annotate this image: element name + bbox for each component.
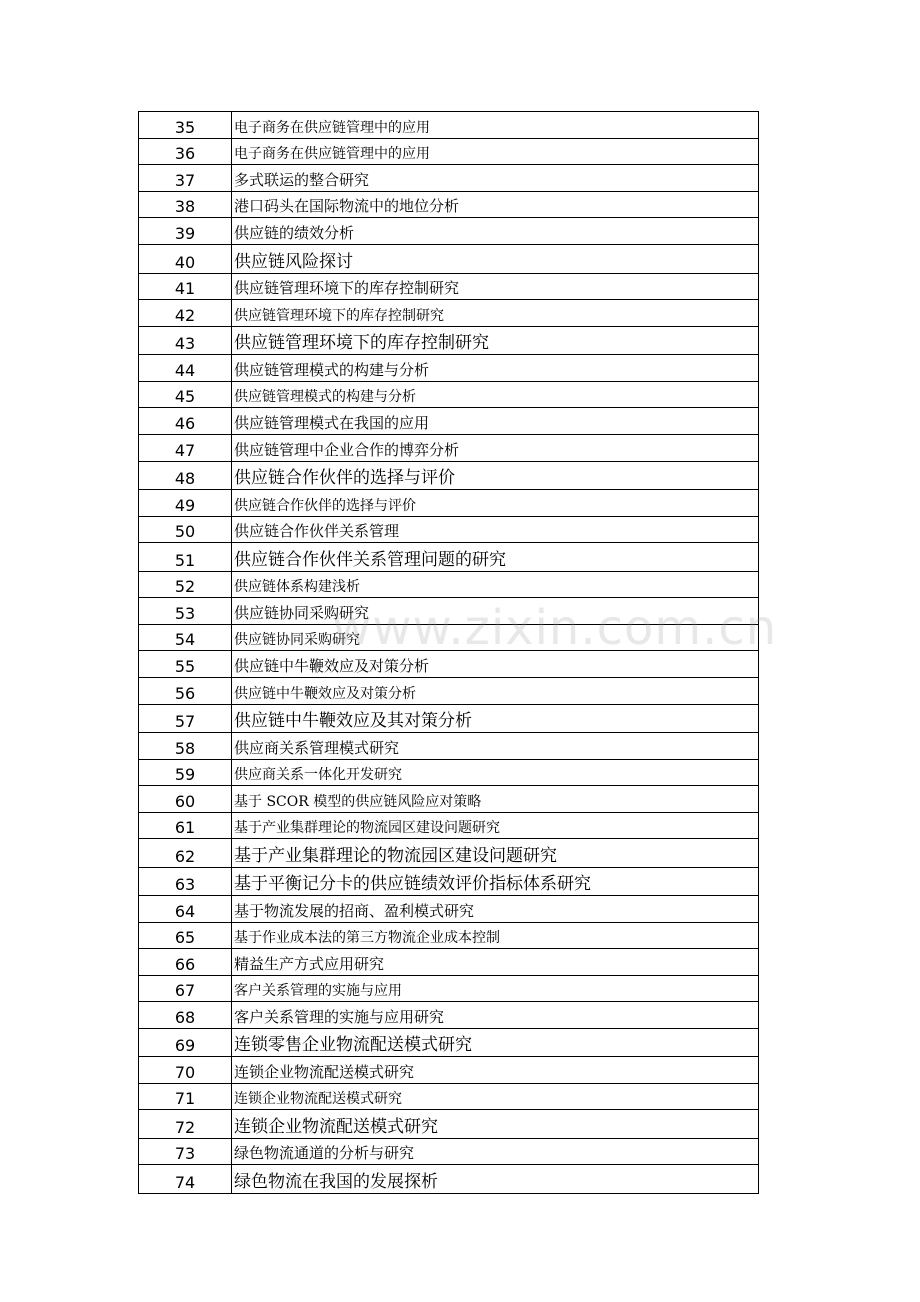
row-number: 46 [139, 408, 232, 434]
row-number: 66 [139, 949, 232, 975]
site-watermark: www.zixin.com.cn [332, 600, 778, 656]
table-row [139, 543, 759, 572]
row-title: 基于产业集群理论的物流园区建设问题研究 [232, 839, 759, 867]
table-row [139, 1165, 759, 1194]
row-number: 54 [139, 625, 232, 651]
row-number: 74 [139, 1165, 232, 1193]
table-row [139, 896, 759, 923]
row-number: 57 [139, 705, 232, 733]
row-number: 55 [139, 651, 232, 677]
table-row [139, 949, 759, 976]
row-number: 45 [139, 382, 232, 408]
table-row [139, 327, 759, 356]
row-title: 供应链中牛鞭效应及对策分析 [232, 651, 759, 677]
row-title: 供应链风险探讨 [232, 245, 759, 273]
table-row [139, 868, 759, 897]
table-row [139, 651, 759, 678]
table-row [139, 572, 759, 599]
row-number: 63 [139, 868, 232, 896]
table-row [139, 1084, 759, 1111]
row-number: 52 [139, 572, 232, 598]
row-title: 客户关系管理的实施与应用 [232, 976, 759, 1002]
row-number: 51 [139, 543, 232, 571]
table-row [139, 678, 759, 705]
row-number: 56 [139, 678, 232, 704]
table-row [139, 245, 759, 274]
table-row [139, 705, 759, 734]
row-number: 50 [139, 517, 232, 543]
row-title: 供应链合作伙伴的选择与评价 [232, 462, 759, 490]
row-title: 基于物流发展的招商、盈利模式研究 [232, 896, 759, 922]
table-row [139, 274, 759, 301]
row-number: 39 [139, 218, 232, 244]
table-row [139, 786, 759, 813]
row-title: 供应链的绩效分析 [232, 218, 759, 244]
row-number: 69 [139, 1029, 232, 1057]
table-row [139, 218, 759, 245]
row-title: 绿色物流在我国的发展探析 [232, 1165, 759, 1193]
row-number: 70 [139, 1057, 232, 1083]
row-title: 港口码头在国际物流中的地位分析 [232, 192, 759, 218]
row-number: 68 [139, 1002, 232, 1028]
row-number: 59 [139, 760, 232, 786]
row-title: 供应链合作伙伴关系管理问题的研究 [232, 543, 759, 571]
row-title: 供应链管理模式的构建与分析 [232, 355, 759, 381]
row-title: 供应链协同采购研究 [232, 625, 759, 651]
row-title: 连锁企业物流配送模式研究 [232, 1110, 759, 1138]
row-number: 61 [139, 813, 232, 839]
table-row [139, 462, 759, 491]
row-title: 供应链管理模式的构建与分析 [232, 382, 759, 408]
table-row [139, 355, 759, 382]
row-number: 42 [139, 300, 232, 326]
row-number: 49 [139, 490, 232, 516]
row-title: 多式联运的整合研究 [232, 165, 759, 191]
row-number: 48 [139, 462, 232, 490]
row-title: 绿色物流通道的分析与研究 [232, 1139, 759, 1165]
row-title: 精益生产方式应用研究 [232, 949, 759, 975]
row-title: 供应链管理环境下的库存控制研究 [232, 274, 759, 300]
row-number: 60 [139, 786, 232, 812]
row-title: 电子商务在供应链管理中的应用 [232, 139, 759, 165]
row-number: 64 [139, 896, 232, 922]
row-title: 供应链合作伙伴关系管理 [232, 517, 759, 543]
table-row [139, 408, 759, 435]
row-number: 58 [139, 733, 232, 759]
row-number: 65 [139, 923, 232, 949]
row-title: 供应商关系一体化开发研究 [232, 760, 759, 786]
table-row [139, 733, 759, 760]
row-number: 62 [139, 839, 232, 867]
row-title: 基于 SCOR 模型的供应链风险应对策略 [232, 786, 759, 812]
row-number: 37 [139, 165, 232, 191]
row-number: 47 [139, 435, 232, 461]
table-row [139, 1110, 759, 1139]
row-title: 基于平衡记分卡的供应链绩效评价指标体系研究 [232, 868, 759, 896]
row-number: 67 [139, 976, 232, 1002]
row-title: 供应链协同采购研究 [232, 598, 759, 624]
table-row [139, 813, 759, 840]
table-row [139, 300, 759, 327]
row-title: 连锁零售企业物流配送模式研究 [232, 1029, 759, 1057]
table-row [139, 490, 759, 517]
row-number: 43 [139, 327, 232, 355]
row-number: 40 [139, 245, 232, 273]
table-row [139, 1139, 759, 1166]
table-row [139, 139, 759, 166]
table-row [139, 112, 759, 139]
table-row [139, 760, 759, 787]
row-title: 供应链管理模式在我国的应用 [232, 408, 759, 434]
topic-table [138, 111, 759, 1194]
row-title: 供应链体系构建浅析 [232, 572, 759, 598]
table-row [139, 382, 759, 409]
table-row [139, 976, 759, 1003]
row-title: 供应链管理环境下的库存控制研究 [232, 300, 759, 326]
table-row [139, 923, 759, 950]
table-row [139, 1029, 759, 1058]
row-title: 供应链管理环境下的库存控制研究 [232, 327, 759, 355]
row-title: 连锁企业物流配送模式研究 [232, 1057, 759, 1083]
table-row [139, 165, 759, 192]
row-title: 客户关系管理的实施与应用研究 [232, 1002, 759, 1028]
table-row [139, 598, 759, 625]
table-row [139, 517, 759, 544]
row-number: 44 [139, 355, 232, 381]
row-number: 35 [139, 112, 232, 138]
row-title: 连锁企业物流配送模式研究 [232, 1084, 759, 1110]
table-row [139, 435, 759, 462]
row-title: 供应链中牛鞭效应及对策分析 [232, 678, 759, 704]
row-title: 供应链合作伙伴的选择与评价 [232, 490, 759, 516]
table-row [139, 1057, 759, 1084]
row-number: 73 [139, 1139, 232, 1165]
row-title: 基于产业集群理论的物流园区建设问题研究 [232, 813, 759, 839]
row-title: 供应链中牛鞭效应及其对策分析 [232, 705, 759, 733]
table-row [139, 192, 759, 219]
row-number: 36 [139, 139, 232, 165]
table-row [139, 839, 759, 868]
row-title: 基于作业成本法的第三方物流企业成本控制 [232, 923, 759, 949]
row-number: 41 [139, 274, 232, 300]
table-row [139, 625, 759, 652]
row-title: 电子商务在供应链管理中的应用 [232, 112, 759, 138]
row-title: 供应商关系管理模式研究 [232, 733, 759, 759]
row-number: 38 [139, 192, 232, 218]
table-row [139, 1002, 759, 1029]
row-number: 71 [139, 1084, 232, 1110]
row-number: 72 [139, 1110, 232, 1138]
row-title: 供应链管理中企业合作的博弈分析 [232, 435, 759, 461]
row-number: 53 [139, 598, 232, 624]
